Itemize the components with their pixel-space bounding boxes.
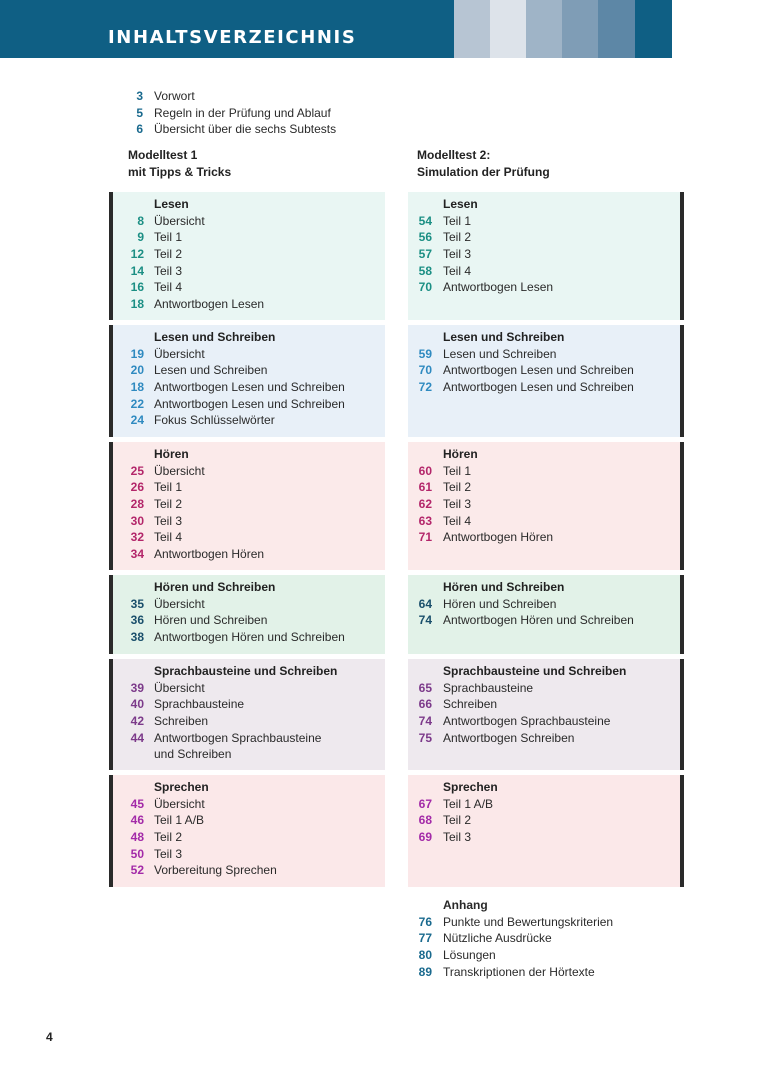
toc-entry[interactable] [408,812,680,829]
page-number: 67 [418,796,432,811]
entry-label: Teil 3 [443,247,472,262]
page-number: 40 [130,697,144,712]
toc-entry[interactable] [118,546,385,563]
page-number: 44 [130,730,144,745]
toc-entry[interactable] [408,529,680,546]
page-number: 3 [136,89,143,104]
toc-entry[interactable] [118,213,385,230]
page-number: 22 [130,396,144,411]
page-number: 42 [130,714,144,729]
section-title: Sprechen [154,780,209,794]
toc-entry[interactable] [118,379,385,396]
entry-label: Teil 3 [154,263,183,278]
entry-label: Vorwort [154,89,195,104]
toc-entry[interactable] [118,296,385,313]
entry-label: Teil 1 [154,230,183,245]
header-stripe-5 [598,0,635,58]
toc-entry[interactable] [118,496,385,513]
toc-entry[interactable] [408,729,680,746]
entry-label: Teil 1 [443,463,472,478]
page-number: 74 [418,714,432,729]
entry-label: Teil 2 [443,480,472,495]
entry-label: Regeln in der Prüfung und Ablauf [154,105,331,120]
entry-label: Antwortbogen Lesen [154,296,265,311]
modelltest2-section-sprachbausteine-und-schreiben [408,659,684,770]
toc-entry[interactable] [118,629,385,646]
toc-entry[interactable] [118,279,385,296]
entry-label: Antwortbogen Hören und Schreiben [443,613,634,628]
page-number: 59 [418,346,432,361]
page-number: 63 [418,513,432,528]
toc-entry[interactable] [412,930,692,947]
entry-label: Lesen und Schreiben [443,346,557,361]
page-number: 58 [418,263,432,278]
modelltest1-section-lesen [109,192,385,320]
entry-label: Teil 1 A/B [154,813,205,828]
entry-label: Antwortbogen Schreiben [443,730,575,745]
page-number: 74 [418,613,432,628]
entry-label: Antwortbogen Hören [443,530,554,545]
entry-label: Teil 3 [443,497,472,512]
toc-entry[interactable] [408,496,680,513]
entry-label: Schreiben [154,714,209,729]
entry-label: Teil 3 [154,846,183,861]
toc-entry[interactable] [118,529,385,546]
toc-entry[interactable] [408,229,680,246]
page-number: 30 [130,513,144,528]
page-number: 61 [418,480,432,495]
section-title: Sprachbausteine und Schreiben [154,664,338,678]
toc-entry[interactable] [118,362,385,379]
toc-entry[interactable] [118,229,385,246]
page-number: 19 [130,346,144,361]
page-number: 70 [418,280,432,295]
toc-entry[interactable] [118,596,385,613]
toc-entry[interactable] [118,812,385,829]
modelltest1-section-hoeren-und-schreiben [109,575,385,654]
entry-label: Übersicht über die sechs Subtests [154,122,337,137]
page-number: 25 [130,463,144,478]
page-number: 48 [130,830,144,845]
page-number: 24 [130,413,144,428]
entry-label: Teil 3 [443,830,472,845]
entry-label: Fokus Schlüsselwörter [154,413,275,428]
toc-entry[interactable] [408,463,680,480]
page-number: 8 [137,213,144,228]
toc-entry[interactable] [118,845,385,862]
toc-entry[interactable] [118,246,385,263]
page-number: 56 [418,230,432,245]
toc-entry[interactable] [408,796,680,813]
page-number: 71 [418,530,432,545]
page-number: 60 [418,463,432,478]
entry-label: Teil 4 [443,513,472,528]
entry-label: Teil 1 [443,213,472,228]
toc-entry[interactable] [118,105,438,122]
toc-entry[interactable] [118,729,385,746]
modelltest1-heading-line2: mit Tipps & Tricks [128,165,232,179]
toc-entry[interactable] [118,121,438,138]
page-number: 54 [418,213,432,228]
page-number: 77 [418,931,432,946]
entry-label: Lösungen [443,948,496,963]
toc-entry[interactable] [118,696,385,713]
entry-label: Antwortbogen Lesen und Schreiben [154,396,345,411]
toc-entry[interactable] [118,88,438,105]
toc-entry[interactable] [408,279,680,296]
modelltest1-heading [128,147,231,181]
toc-entry[interactable] [412,914,692,931]
page-number: 28 [130,497,144,512]
entry-label: Sprachbausteine [154,697,245,712]
section-title: Sprachbausteine und Schreiben [443,664,627,678]
toc-entry[interactable] [118,262,385,279]
page-number: 18 [130,380,144,395]
page-number: 70 [418,363,432,378]
page-number: 5 [136,105,143,120]
page-number-footer: 4 [46,1030,53,1044]
toc-entry[interactable] [408,213,680,230]
header-stripe-4 [562,0,598,58]
entry-label: Punkte und Bewertungskriterien [443,914,614,929]
entry-label: Antwortbogen Lesen und Schreiben [443,363,634,378]
entry-label: Teil 4 [443,263,472,278]
section-title: Lesen [154,197,189,211]
section-title: Hören [443,447,478,461]
page-number: 66 [418,697,432,712]
page-number: 20 [130,363,144,378]
page-number: 26 [130,480,144,495]
section-title: Hören [154,447,189,461]
section-title: Hören und Schreiben [154,580,276,594]
toc-entry[interactable] [408,262,680,279]
modelltest2-section-hoeren [408,442,684,570]
entry-label: und Schreiben [154,747,232,762]
toc-entry[interactable] [408,680,680,697]
toc-entry[interactable] [412,947,692,964]
entry-label: Übersicht [154,346,205,361]
entry-label: Schreiben [443,697,498,712]
toc-entry[interactable] [408,246,680,263]
header-stripe-3 [526,0,562,58]
page-number: 36 [130,613,144,628]
toc-entry[interactable] [408,612,680,629]
toc-entry[interactable] [408,596,680,613]
page-number: 76 [418,914,432,929]
section-title: Hören und Schreiben [443,580,565,594]
toc-entry[interactable] [118,395,385,412]
page-number: 32 [130,530,144,545]
entry-label: Teil 2 [154,830,183,845]
toc-entry[interactable] [118,862,385,879]
page-title: INHALTSVERZEICHNIS [108,27,357,48]
toc-entry[interactable] [118,612,385,629]
entry-label: Vorbereitung Sprechen [154,863,277,878]
entry-label: Nützliche Ausdrücke [443,931,552,946]
page-number: 46 [130,813,144,828]
page-number: 89 [418,964,432,979]
page-number: 50 [130,846,144,861]
toc-entry[interactable] [408,379,680,396]
toc-entry[interactable] [412,963,692,980]
page-number: 38 [130,630,144,645]
toc-entry[interactable] [118,746,385,763]
modelltest2-section-sprechen [408,775,684,887]
page-number: 62 [418,497,432,512]
modelltest1-section-sprachbausteine-und-schreiben [109,659,385,770]
toc-entry[interactable] [408,479,680,496]
toc-entry[interactable] [408,346,680,363]
entry-label: Teil 2 [154,497,183,512]
toc-entry[interactable] [118,463,385,480]
toc-entry[interactable] [118,412,385,429]
entry-label: Hören und Schreiben [154,613,268,628]
page-number: 80 [418,948,432,963]
toc-entry[interactable] [408,829,680,846]
entry-label: Teil 1 [154,480,183,495]
page-number: 52 [130,863,144,878]
entry-label: Transkriptionen der Hörtexte [443,964,595,979]
entry-label: Antwortbogen Lesen und Schreiben [154,380,345,395]
page-number: 69 [418,830,432,845]
anhang-section [412,897,692,980]
header-stripe-1 [454,0,490,58]
section-title: Lesen und Schreiben [154,330,276,344]
entry-label: Übersicht [154,796,205,811]
entry-label: Teil 3 [154,513,183,528]
toc-entry[interactable] [118,346,385,363]
entry-label: Übersicht [154,596,205,611]
entry-label: Teil 2 [443,230,472,245]
toc-entry[interactable] [118,512,385,529]
entry-label: Antwortbogen Lesen und Schreiben [443,380,634,395]
modelltest1-section-sprechen [109,775,385,887]
entry-label: Antwortbogen Sprachbausteine [443,714,611,729]
toc-entry[interactable] [408,713,680,730]
page-number: 45 [130,796,144,811]
toc-entry[interactable] [118,713,385,730]
modelltest2-heading-line1: Modelltest 2: [417,148,491,162]
entry-label: Antwortbogen Sprachbausteine [154,730,322,745]
toc-entry[interactable] [118,680,385,697]
modelltest2-heading [417,147,550,181]
entry-label: Teil 4 [154,280,183,295]
toc-entry[interactable] [408,696,680,713]
entry-label: Hören und Schreiben [443,596,557,611]
page-number: 75 [418,730,432,745]
toc-entry[interactable] [118,796,385,813]
page-number: 39 [130,680,144,695]
entry-label: Teil 2 [443,813,472,828]
modelltest1-heading-line1: Modelltest 1 [128,148,198,162]
section-title: Sprechen [443,780,498,794]
entry-label: Antwortbogen Lesen [443,280,554,295]
page-number: 68 [418,813,432,828]
page-number: 65 [418,680,432,695]
modelltest2-section-lesen [408,192,684,320]
entry-label: Antwortbogen Hören [154,546,265,561]
page-number: 35 [130,596,144,611]
page-number: 12 [130,247,144,262]
entry-label: Übersicht [154,680,205,695]
modelltest2-section-hoeren-und-schreiben [408,575,684,654]
modelltest2-heading-line2: Simulation der Prüfung [417,165,550,179]
modelltest1-section-hoeren [109,442,385,570]
section-title: Lesen und Schreiben [443,330,565,344]
entry-label: Teil 1 A/B [443,796,494,811]
page-number: 16 [130,280,144,295]
page-number: 9 [137,230,144,245]
page-number: 57 [418,247,432,262]
anhang-title: Anhang [443,898,488,912]
header-stripe-2 [490,0,526,58]
entry-label: Antwortbogen Hören und Schreiben [154,630,345,645]
toc-entry[interactable] [408,362,680,379]
page-number: 64 [418,596,432,611]
entry-label: Lesen und Schreiben [154,363,268,378]
intro-list [118,88,438,138]
page-number: 72 [418,380,432,395]
page-number: 34 [130,546,144,561]
entry-label: Übersicht [154,213,205,228]
page-number: 14 [130,263,144,278]
page-number: 6 [136,122,143,137]
entry-label: Teil 2 [154,247,183,262]
toc-entry[interactable] [408,512,680,529]
page-number: 18 [130,296,144,311]
section-title: Lesen [443,197,478,211]
toc-entry[interactable] [118,829,385,846]
entry-label: Teil 4 [154,530,183,545]
modelltest1-section-lesen-und-schreiben [109,325,385,437]
toc-entry[interactable] [118,479,385,496]
modelltest2-section-lesen-und-schreiben [408,325,684,437]
entry-label: Sprachbausteine [443,680,534,695]
entry-label: Übersicht [154,463,205,478]
